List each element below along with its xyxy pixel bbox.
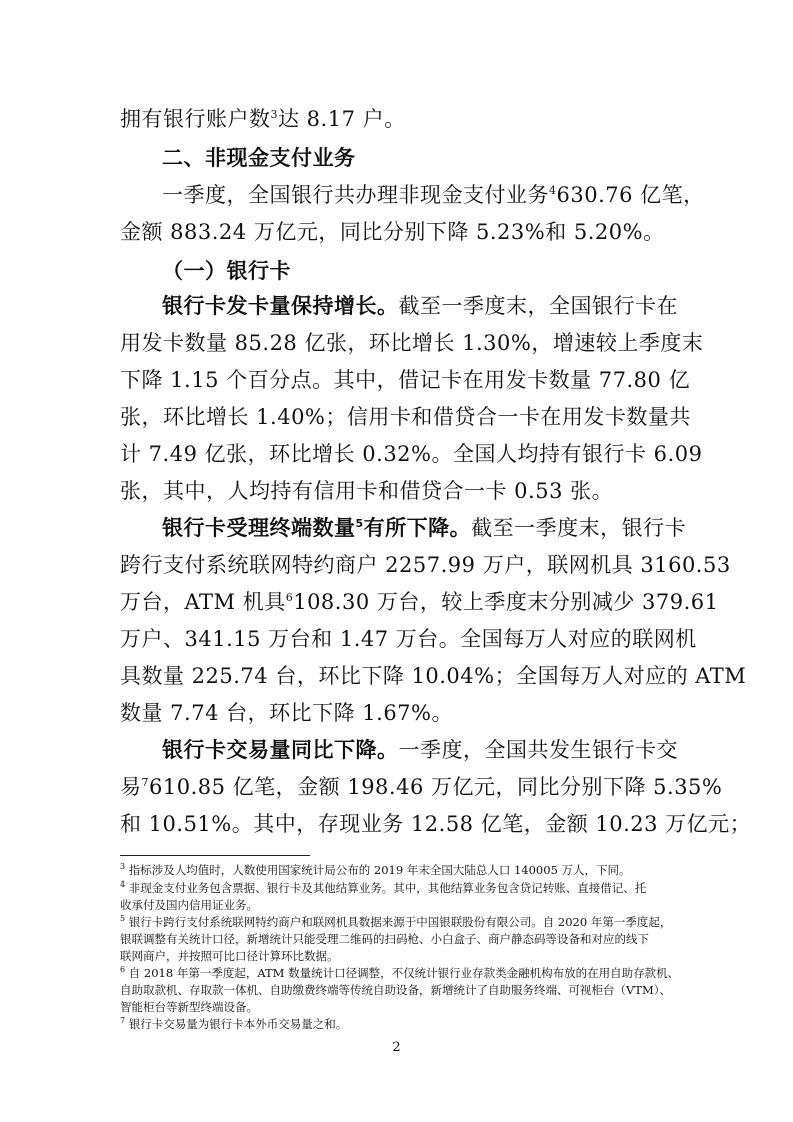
paragraph-lead: 银行卡交易量同比下降。 (162, 738, 399, 762)
footnote-ref[interactable]: 4 (549, 184, 557, 197)
body-line: 张，其中，人均持有信用卡和借贷合一卡 0.53 张。 (120, 479, 614, 503)
paragraph-lead: 银行卡受理终端数量 (162, 516, 356, 540)
body-line: 计 7.49 亿张，环比增长 0.32%。全国人均持有银行卡 6.09 (120, 442, 703, 466)
body-line: 数量 7.74 台，环比下降 1.67%。 (120, 701, 453, 725)
body-line: 张，环比增长 1.40%；信用卡和借贷合一卡在用发卡数量共 (120, 405, 691, 429)
footnote: $^4$ 非现金支付业务包含票据、银行卡及其他结算业务。其中，其他结算业务包含贷记转账、直接借记、托 (120, 880, 647, 895)
footnote-continuation: 自助取款机、存取款一体机、自助缴费终端等传统自助设备，新增统计了自助服务终端、可视柜台（VTM）、 (120, 983, 671, 997)
footnote: $^6$ 自 2018 年第一季度起，ATM 数量统计口径调整，不仅统计银行业存款类金融机构布放的在用自助存款机、 (120, 965, 680, 980)
footnote: $^7$ 银行卡交易量为银行卡本外币交易量之和。 (120, 1016, 348, 1031)
footnote: $^5$ 银行卡跨行支付系统联网特约商户和联网机具数据来源于中国银联股份有限公司。自 2020 年第一季度起， (120, 914, 672, 929)
footnote-ref[interactable]: 7 (141, 776, 149, 789)
footnote-divider (120, 855, 310, 856)
body-line: 金额 883.24 万亿元，同比分别下降 5.23%和 5.20%。 (120, 220, 665, 244)
body-line: 用发卡数量 85.28 亿张，环比增长 1.30%，增速较上季度末 (120, 331, 704, 355)
body-line: 银行卡受理终端数量$^5$有所下降。截至一季度末，银行卡 (162, 516, 687, 540)
body-line: 易$^7$610.85 亿笔，金额 198.46 万亿元，同比分别下降 5.35% (120, 775, 723, 799)
body-line: 具数量 225.74 台，环比下降 10.04%；全国每万人对应的 ATM (120, 664, 747, 688)
footnote-continuation: 收承付及国内信用证业务。 (120, 898, 258, 912)
body-line: 银行卡发卡量保持增长。截至一季度末，全国银行卡在 (162, 294, 678, 318)
footnote-ref[interactable]: 5 (355, 517, 364, 530)
footnote-ref[interactable]: 6 (285, 591, 294, 604)
body-line: 和 10.51%。其中，存现业务 12.58 亿笔，金额 10.23 万亿元； (120, 812, 752, 836)
page-number: 2 (392, 1040, 401, 1055)
footnote-continuation: 银联调整有关统计口径，新增统计只能受理二维码的扫码枪、小白盒子、商户静态码等设备和对应的线下 (120, 932, 649, 946)
footnote-continuation: 智能柜台等新型终端设备。 (120, 1000, 258, 1014)
body-line: 拥有银行账户数$^3$达 8.17 户。 (120, 107, 406, 131)
body-line: 跨行支付系统联网特约商户 2257.99 万户，联网机具 3160.53 (120, 553, 731, 577)
body-line: 下降 1.15 个百分点。其中，借记卡在用发卡数量 77.80 亿 (120, 368, 691, 392)
footnote-continuation: 联网商户，并按照可比口径计算环比数据。 (120, 949, 339, 963)
body-line: 一季度，全国银行共办理非现金支付业务$^4$630.76 亿笔， (162, 183, 705, 207)
body-line: 万户、341.15 万台和 1.47 万台。全国每万人对应的联网机 (120, 627, 697, 651)
paragraph-lead: 银行卡发卡量保持增长。 (162, 294, 399, 318)
body-line: 银行卡交易量同比下降。一季度，全国共发生银行卡交 (162, 738, 678, 762)
body-line: 万台，ATM 机具$^6$108.30 万台，较上季度末分别减少 379.61 (120, 590, 719, 614)
footnote: $^3$ 指标涉及人均值时，人数使用国家统计局公布的 2019 年末全国大陆总人口 140005 万人，下同。 (120, 862, 631, 877)
subsection-heading: （一）银行卡 (162, 259, 291, 283)
footnote-ref[interactable]: 3 (270, 108, 278, 121)
section-heading: 二、非现金支付业务 (162, 146, 356, 170)
